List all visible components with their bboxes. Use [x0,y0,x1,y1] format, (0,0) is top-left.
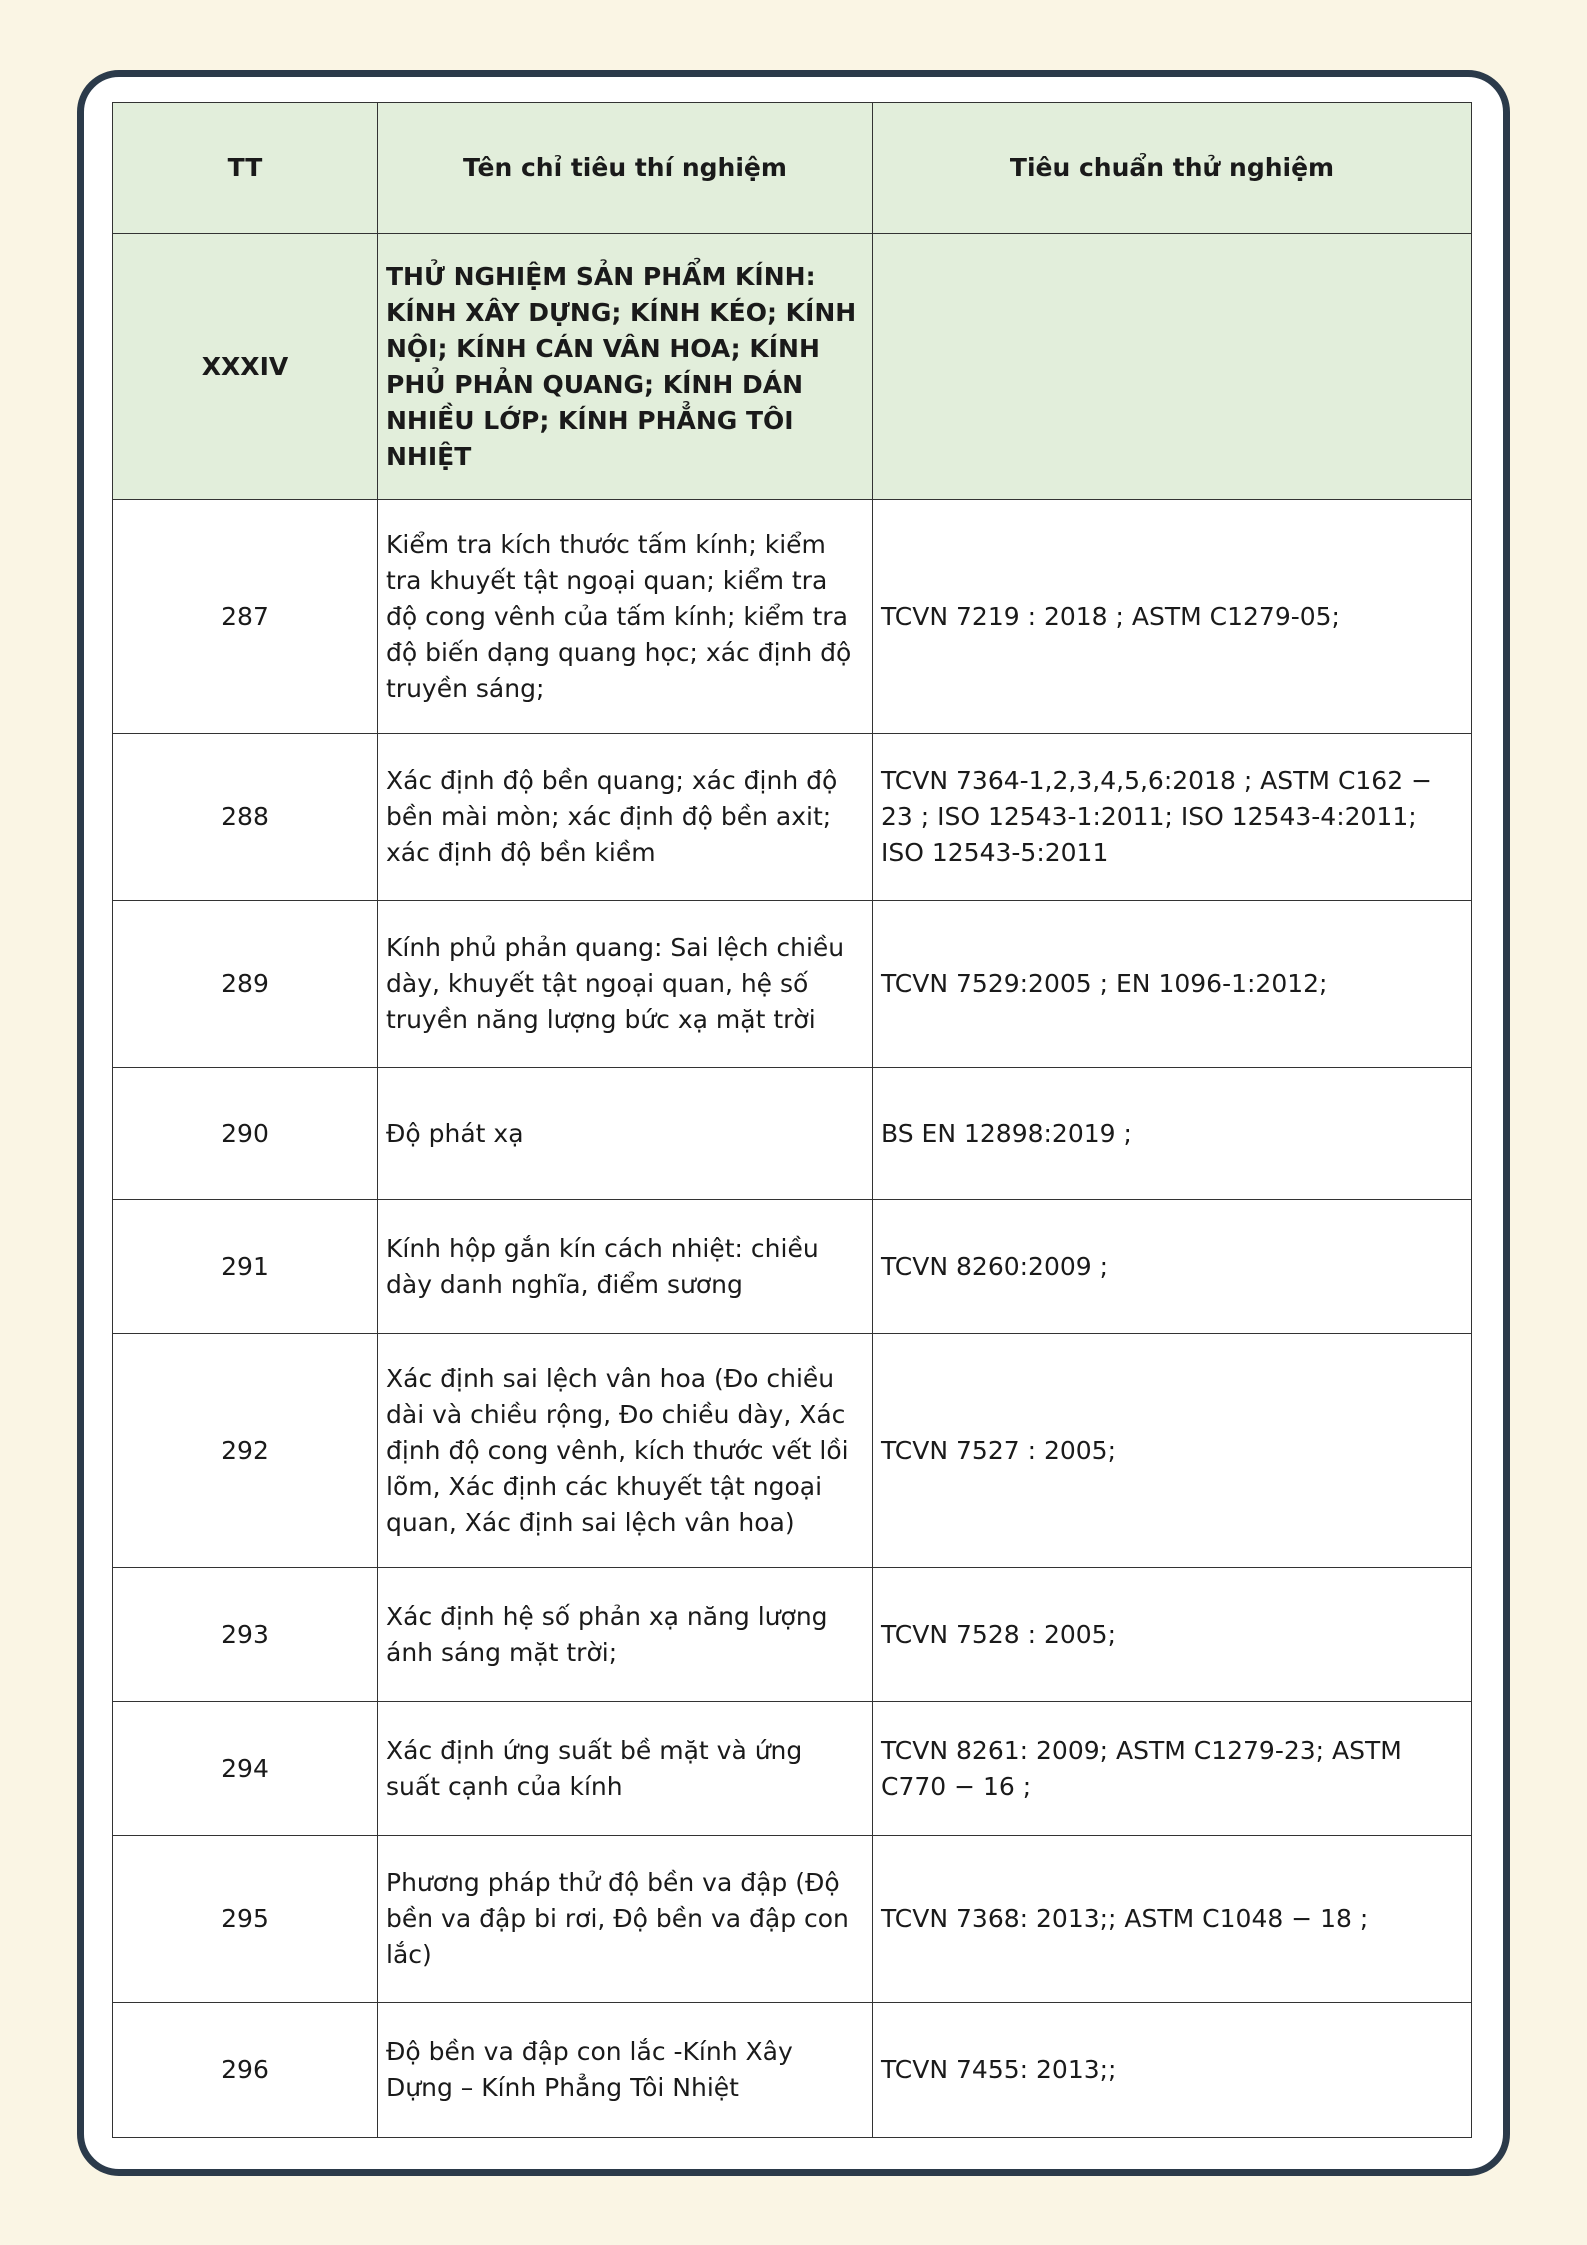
row-test-name: Độ phát xạ [378,1068,873,1200]
row-tt: 287 [113,500,378,734]
table-row [113,1068,1472,1200]
row-test-standard: BS EN 12898:2019 ; [873,1068,1472,1200]
table-header-row [113,103,1472,234]
section-row [113,234,1472,500]
row-test-standard: TCVN 7219 : 2018 ; ASTM C1279-05; [873,500,1472,734]
table-row [113,1702,1472,1836]
row-tt: 294 [113,1702,378,1836]
section-number: XXXIV [113,234,378,500]
table-row [113,734,1472,901]
table-row [113,1836,1472,2003]
row-test-name: Kiểm tra kích thước tấm kính; kiểm tra khuyết tật ngoại quan; kiểm tra độ cong vênh của tấm kính; kiểm tra độ biến dạng quang học; xác định độ truyền sáng; [378,500,873,734]
table-row [113,1334,1472,1568]
header-tt: TT [113,103,378,234]
row-test-name: Kính phủ phản quang: Sai lệch chiều dày, khuyết tật ngoại quan, hệ số truyền năng lượng bức xạ mặt trời [378,901,873,1068]
test-standards-table [112,102,1472,2138]
row-test-name: Phương pháp thử độ bền va đập (Độ bền va đập bi rơi, Độ bền va đập con lắc) [378,1836,873,2003]
row-tt: 288 [113,734,378,901]
header-test-name: Tên chỉ tiêu thí nghiệm [378,103,873,234]
table-row [113,1200,1472,1334]
row-test-name: Độ bền va đập con lắc -Kính Xây Dựng – Kính Phẳng Tôi Nhiệt [378,2003,873,2138]
row-tt: 291 [113,1200,378,1334]
row-test-standard: TCVN 7527 : 2005; [873,1334,1472,1568]
row-test-name: Xác định độ bền quang; xác định độ bền mài mòn; xác định độ bền axit; xác định độ bền kiềm [378,734,873,901]
row-test-standard: TCVN 7364-1,2,3,4,5,6:2018 ; ASTM C162 − 23 ; ISO 12543-1:2011; ISO 12543-4:2011; ISO 12543-5:2011 [873,734,1472,901]
row-test-standard: TCVN 7528 : 2005; [873,1568,1472,1702]
section-title: THỬ NGHIỆM SẢN PHẨM KÍNH: KÍNH XÂY DỰNG; KÍNH KÉO; KÍNH NỘI; KÍNH CÁN VÂN HOA; KÍNH PHỦ PHẢN QUANG; KÍNH DÁN NHIỀU LỚP; KÍNH PHẲNG TÔI NHIỆT [378,234,873,500]
row-tt: 290 [113,1068,378,1200]
section-standard [873,234,1472,500]
row-test-name: Xác định hệ số phản xạ năng lượng ánh sáng mặt trời; [378,1568,873,1702]
row-test-name: Xác định ứng suất bề mặt và ứng suất cạnh của kính [378,1702,873,1836]
table-row [113,500,1472,734]
row-tt: 293 [113,1568,378,1702]
row-test-standard: TCVN 8261: 2009; ASTM C1279-23; ASTM C770 − 16 ; [873,1702,1472,1836]
row-test-standard: TCVN 7529:2005 ; EN 1096-1:2012; [873,901,1472,1068]
row-tt: 295 [113,1836,378,2003]
row-tt: 289 [113,901,378,1068]
row-test-standard: TCVN 8260:2009 ; [873,1200,1472,1334]
header-test-standard: Tiêu chuẩn thử nghiệm [873,103,1472,234]
row-tt: 296 [113,2003,378,2138]
row-test-name: Xác định sai lệch vân hoa (Đo chiều dài và chiều rộng, Đo chiều dày, Xác định độ cong vênh, kích thước vết lồi lõm, Xác định các khuyết tật ngoại quan, Xác định sai lệch vân hoa) [378,1334,873,1568]
table-row [113,901,1472,1068]
table-row [113,2003,1472,2138]
row-test-name: Kính hộp gắn kín cách nhiệt: chiều dày danh nghĩa, điểm sương [378,1200,873,1334]
row-test-standard: TCVN 7455: 2013;; [873,2003,1472,2138]
table-row [113,1568,1472,1702]
row-test-standard: TCVN 7368: 2013;; ASTM C1048 − 18 ; [873,1836,1472,2003]
row-tt: 292 [113,1334,378,1568]
